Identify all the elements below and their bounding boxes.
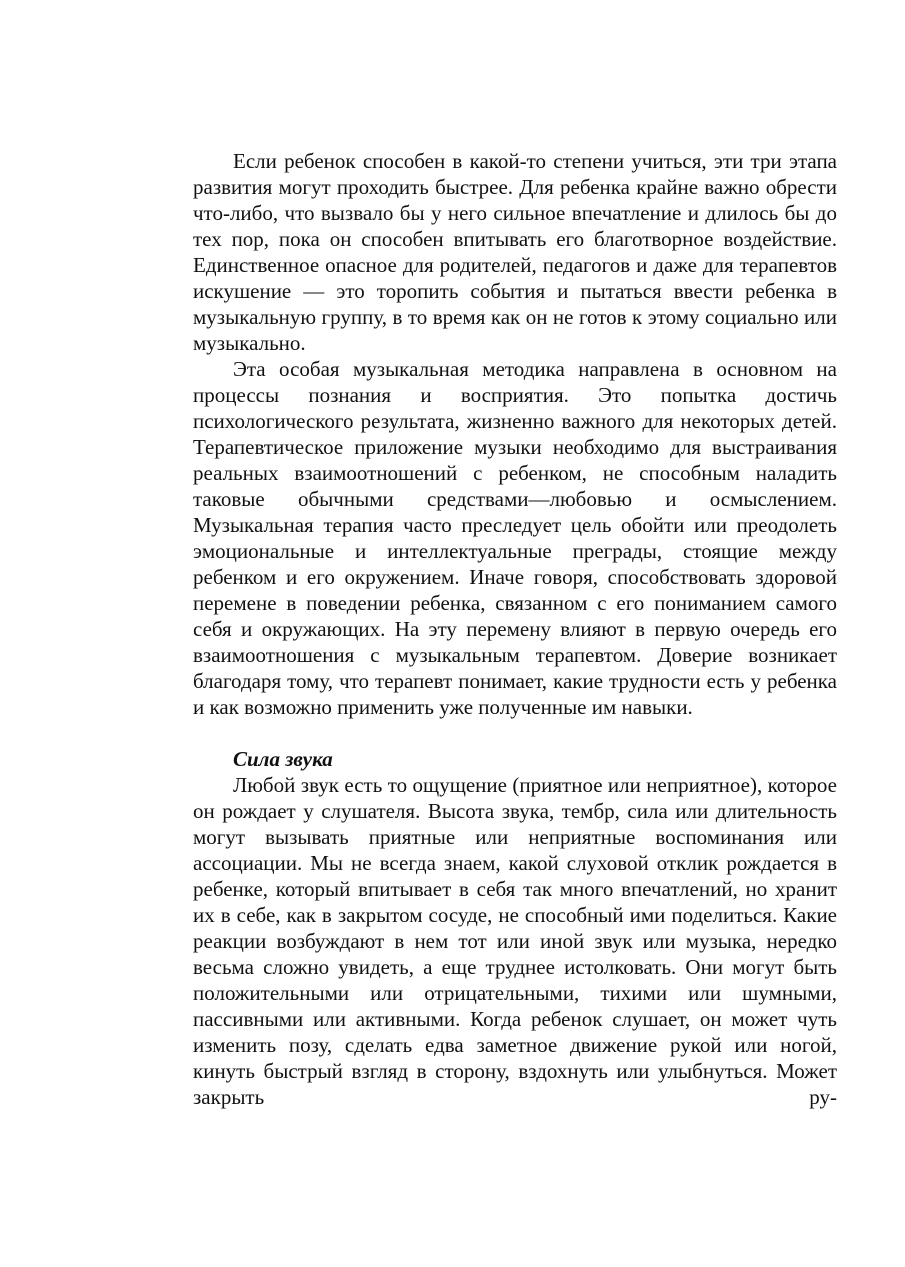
paragraph-1: Если ребенок способен в какой-то степени учиться, эти три этапа развития могут проходить быстрее. Для ребенка крайне важно обрести что-либо, что вызвало бы у него сильное впечатление и длилось бы до тех пор, пока он способен впитывать его благотворное воздействие. Единственное опасное для родителей, педагогов и даже для терапевтов искушение — это торопить события и пытаться ввести ребенка в музыкальную группу, в то время как он не готов к этому социально или музыкально.: [193, 149, 837, 355]
paragraph-3: Любой звук есть то ощущение (приятное или неприятное), которое он рождает у слушателя. Высота звука, тембр, сила или длительность могут вызывать приятные или неприятные воспоминания или ассоциации. Мы не всегда знаем, какой слуховой отклик рождается в ребенке, который впитывает в себя так много впечатлений, но хранит их в себе, как в закрытом сосуде, не способный ими поделиться. Какие реакции возбуждают в нем тот или иной звук или музыка, нередко весьма сложно увидеть, а еще труднее истолковать. Они могут быть положительными или отрицательными, тихими или шумными, пассивными или активными. Когда ребенок слушает, он может чуть изменить позу, сделать едва заметное движение рукой или ногой, кинуть быстрый взгляд в сторону, вздохнуть или улыбнуться. Может закрыть ру-: [193, 773, 837, 1109]
section-heading: Сила звука: [233, 747, 333, 771]
text-block: [193, 148, 837, 1110]
paragraph-2: Эта особая музыкальная методика направлена в основном на процессы познания и восприятия. Это попытка достичь психологического результата, жизненно важного для некоторых детей. Терапевтическое приложение музыки необходимо для выстраивания реальных взаимоотношений с ребенком, не способным наладить таковые обычными средствами—любовью и осмыслением. Музыкальная терапия часто преследует цель обойти или преодолеть эмоциональные и интеллектуальные преграды, стоящие между ребенком и его окружением. Иначе говоря, способствовать здоровой перемене в поведении ребенка, связанном с его пониманием самого себя и окружающих. На эту перемену влияют в первую очередь его взаимоотношения с музыкальным терапевтом. Доверие возникает благодаря тому, что терапевт понимает, какие трудности есть у ребенка и как возможно применить уже полученные им навыки.: [193, 357, 837, 719]
